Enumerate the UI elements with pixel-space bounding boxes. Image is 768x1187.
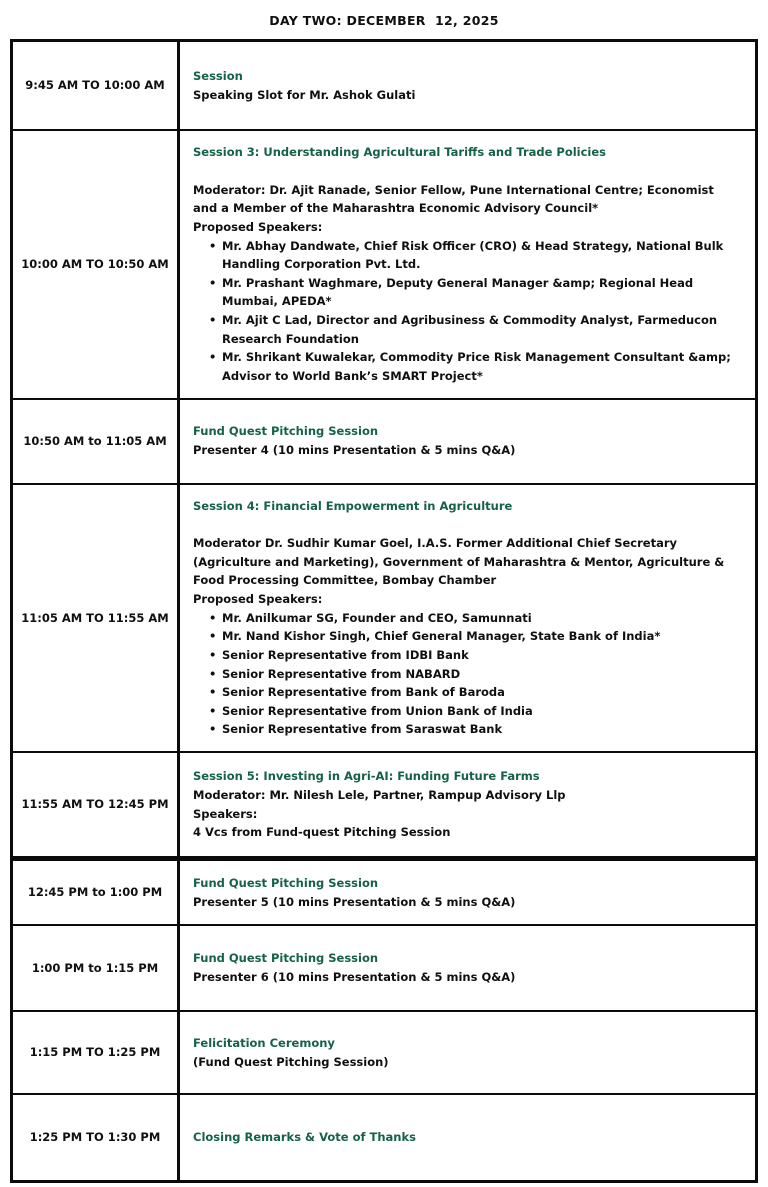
speaker-item: • Mr. Anilkumar SG, Founder and CEO, Samunnati [209, 609, 733, 628]
speaker-item: • Mr. Shrikant Kuwalekar, Commodity Price Risk Management Consultant &amp; Advisor to World Bank’s SMART Project* [209, 348, 733, 385]
time-cell: 9:45 AM TO 10:00 AM [13, 42, 180, 129]
session-line: Presenter 5 (10 mins Presentation & 5 mins Q&A) [193, 894, 516, 909]
time-cell: 1:25 PM TO 1:30 PM [13, 1095, 180, 1180]
speaker-item: • Senior Representative from Union Bank of India [209, 702, 733, 721]
session-cell [180, 1095, 755, 1180]
speaker-item: • Senior Representative from IDBI Bank [209, 646, 733, 665]
session-line: Moderator: Mr. Nilesh Lele, Partner, Rampup Advisory Llp [193, 787, 566, 802]
session-cell [180, 1012, 755, 1093]
session-line: Moderator Dr. Sudhir Kumar Goel, I.A.S. Former Additional Chief Secretary (Agriculture and Marketing), Government of Maharashtra & Mentor, Agriculture & Food Processing Committee, Bombay Chamber [193, 536, 725, 588]
table-row [13, 856, 755, 924]
session-cell [180, 400, 755, 483]
speaker-item: • Mr. Nand Kishor Singh, Chief General Manager, State Bank of India* [209, 627, 733, 646]
session-cell [180, 131, 755, 398]
session-line: Moderator: Dr. Ajit Ranade, Senior Fellow, Pune International Centre; Economist and a Member of the Maharashtra Economic Advisory Council* [193, 182, 714, 216]
table-row [13, 483, 755, 752]
session-heading: Closing Remarks & Vote of Thanks [193, 1130, 416, 1145]
session-heading: Session 4: Financial Empowerment in Agriculture [193, 498, 513, 513]
session-line: Presenter 6 (10 mins Presentation & 5 mins Q&A) [193, 970, 516, 984]
time-cell: 1:00 PM to 1:15 PM [13, 926, 180, 1010]
session-heading: Felicitation Ceremony [193, 1035, 335, 1050]
session-line: Presenter 4 (10 mins Presentation & 5 mins Q&A) [193, 443, 516, 457]
session-cell [180, 42, 755, 129]
speaker-item: • Senior Representative from Saraswat Bank [209, 720, 733, 739]
session-line: Speaking Slot for Mr. Ashok Gulati [193, 87, 416, 102]
time-cell: 10:00 AM TO 10:50 AM [13, 131, 180, 398]
table-row [13, 398, 755, 483]
session-heading: Fund Quest Pitching Session [193, 424, 379, 439]
session-heading: Fund Quest Pitching Session [193, 951, 379, 966]
session-cell [180, 861, 755, 924]
page-title: DAY TWO: DECEMBER 12, 2025 [269, 13, 499, 28]
time-cell: 10:50 AM to 11:05 AM [13, 400, 180, 483]
speaker-item: • Mr. Prashant Waghmare, Deputy General Manager &amp; Regional Head Mumbai, APEDA* [209, 274, 733, 311]
session-cell [180, 485, 755, 752]
session-line: 4 Vcs from Fund-quest Pitching Session [193, 825, 451, 840]
session-heading: Session 3: Understanding Agricultural Tariffs and Trade Policies [193, 145, 607, 159]
session-heading: Session [193, 68, 243, 83]
table-row [13, 924, 755, 1010]
session-line: Proposed Speakers: [193, 592, 323, 606]
table-row [13, 42, 755, 129]
table-row [13, 129, 755, 398]
speaker-list [193, 609, 733, 739]
time-cell: 11:55 AM TO 12:45 PM [13, 753, 180, 856]
session-heading: Fund Quest Pitching Session [193, 875, 379, 890]
speaker-item: • Mr. Abhay Dandwate, Chief Risk Officer (CRO) & Head Strategy, National Bulk Handling Corporation Pvt. Ltd. [209, 237, 733, 274]
table-row [13, 1010, 755, 1093]
session-cell [180, 753, 755, 856]
time-cell: 1:15 PM TO 1:25 PM [13, 1012, 180, 1093]
table-row [13, 751, 755, 856]
speaker-item: • Senior Representative from Bank of Baroda [209, 683, 733, 702]
session-line: (Fund Quest Pitching Session) [193, 1054, 389, 1069]
speaker-item: • Senior Representative from NABARD [209, 665, 733, 684]
speaker-item: • Mr. Ajit C Lad, Director and Agribusiness & Commodity Analyst, Farmeducon Research Foundation [209, 311, 733, 348]
blank-line [193, 515, 733, 534]
session-heading: Session 5: Investing in Agri-AI: Funding Future Farms [193, 769, 540, 784]
blank-line [193, 162, 733, 181]
time-cell: 12:45 PM to 1:00 PM [13, 861, 180, 924]
schedule-table [10, 39, 758, 1183]
time-cell: 11:05 AM TO 11:55 AM [13, 485, 180, 752]
session-cell [180, 926, 755, 1010]
session-line: Proposed Speakers: [193, 219, 323, 234]
speaker-list [193, 237, 733, 386]
table-row [13, 1093, 755, 1180]
session-line: Speakers: [193, 806, 258, 821]
